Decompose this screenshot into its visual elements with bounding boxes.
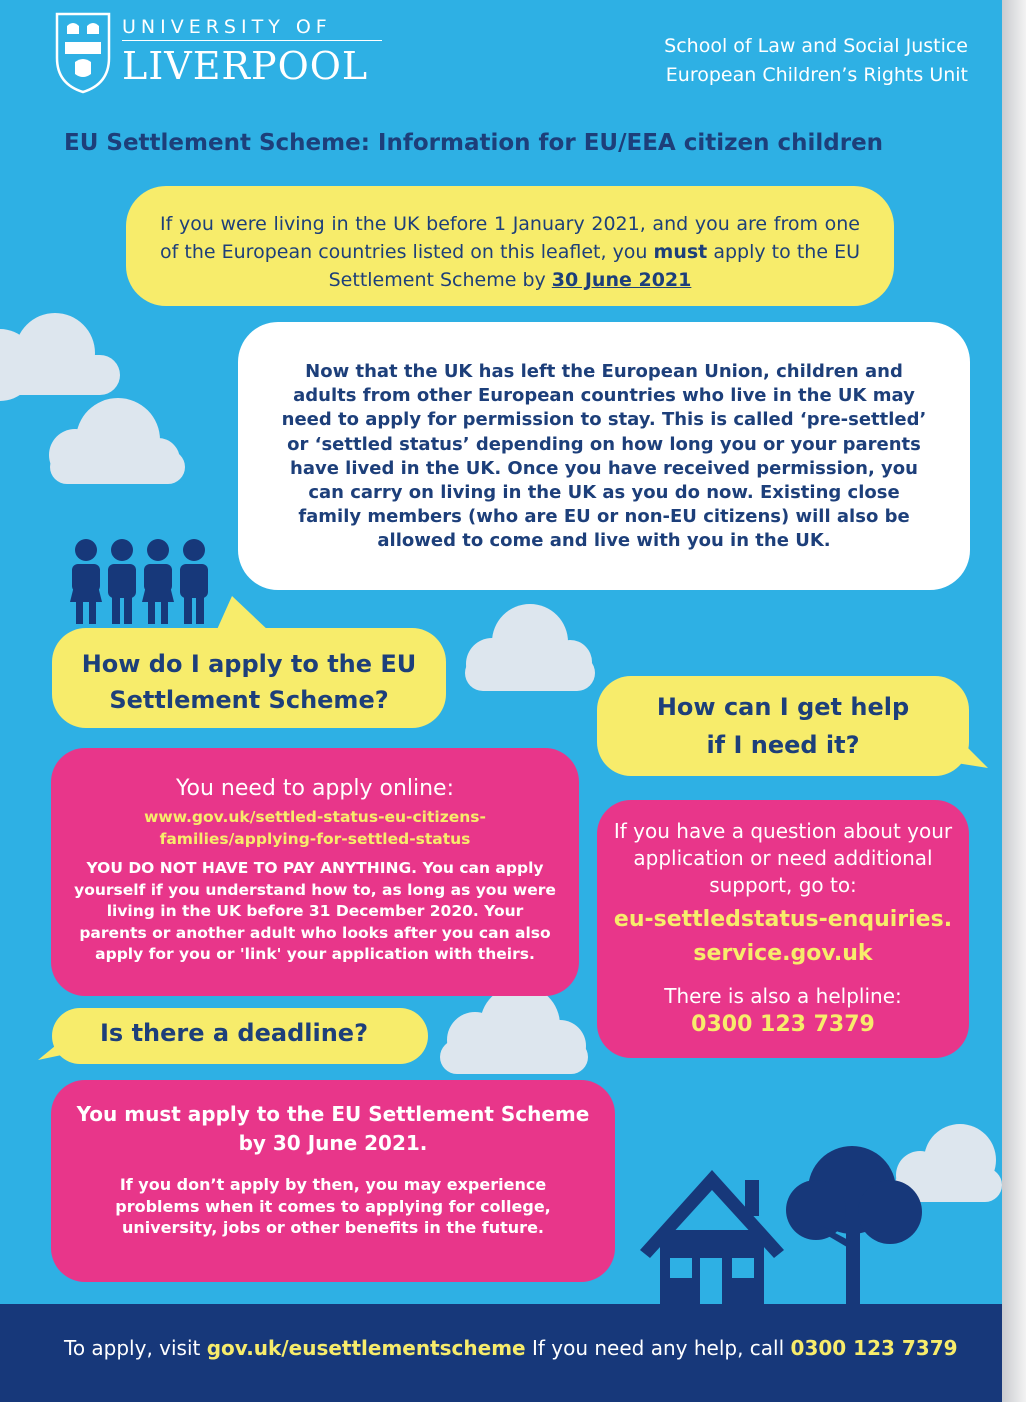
unit-name: European Children’s Rights Unit: [665, 64, 968, 86]
school-name: School of Law and Social Justice: [664, 35, 968, 57]
family-icon: [70, 539, 208, 624]
university-shield-icon: [55, 12, 111, 94]
house-icon: [640, 1170, 784, 1306]
help-link-line2[interactable]: service.gov.uk: [693, 941, 873, 966]
page-edge: [1002, 0, 1026, 1402]
helpline-number[interactable]: 0300 123 7379: [691, 1012, 875, 1037]
explanation-bubble: Now that the UK has left the European Union, children and adults from other European countries who live in the UK may need to apply for permission to stay. This is called ‘pre-settled’ or ‘settled status’ depending on how long you or your parents have lived in the UK. Once you have received permission, you can carry on living in the UK as you do now. Existing close family members (who are EU or non-EU citizens) will also be allowed to come and live with you in the UK.: [238, 322, 970, 590]
logo-university-of: UNIVERSITY OF: [122, 16, 382, 41]
apply-answer-body: YOU DO NOT HAVE TO PAY ANYTHING. You can apply yourself if you understand how to, as long as you were living in the UK before 31 December 2020. Your parents or another adult who looks after you can also apply for you or 'link' your application with theirs.: [74, 859, 556, 963]
intro-text-1: If you were living in the UK before 1 January 2021, and you are from one of the European countries listed on this leaflet, you: [160, 213, 860, 263]
page-title: EU Settlement Scheme: Information for EU/EEA citizen children: [64, 130, 884, 156]
intro-bubble: [126, 186, 894, 306]
cloud-icon: [465, 604, 595, 691]
help-link[interactable]: [607, 903, 959, 971]
intro-must: must: [653, 241, 708, 263]
help-answer-text: If you have a question about your application or need additional support, go to:: [613, 819, 953, 897]
school-info: [664, 32, 968, 90]
footer-link[interactable]: gov.uk/eusettlementscheme: [206, 1336, 526, 1360]
intro-deadline-date: 30 June 2021: [551, 269, 692, 291]
apply-answer-bubble: [51, 748, 579, 996]
apply-question-line1: How do I apply to the EU: [81, 650, 417, 678]
intro-text-2: apply to the EU Settlement Scheme by: [328, 241, 860, 291]
apply-question-bubble: [52, 628, 446, 728]
footer-bar: [0, 1304, 1002, 1402]
help-link-line1[interactable]: eu-settledstatus-enquiries.: [613, 907, 953, 932]
cloud-icon: [49, 398, 185, 484]
apply-link[interactable]: [71, 806, 559, 850]
apply-link-line1[interactable]: www.gov.uk/settled-status-eu-citizens-: [144, 808, 486, 826]
apply-question-line2: Settlement Scheme?: [109, 686, 389, 714]
footer-middle: If you need any help, call: [525, 1336, 791, 1360]
logo-liverpool: LIVERPOOL: [122, 44, 369, 88]
apply-answer-heading: You need to apply online:: [175, 776, 455, 801]
helpline-label: There is also a helpline:: [664, 984, 902, 1008]
help-answer-bubble: [597, 800, 969, 1058]
deadline-question-bubble: Is there a deadline?: [52, 1008, 428, 1064]
deadline-answer-heading: You must apply to the EU Settlement Scheme by 30 June 2021.: [76, 1102, 590, 1155]
apply-link-line2[interactable]: families/applying-for-settled-status: [159, 830, 471, 848]
deadline-answer-bubble: [51, 1080, 615, 1282]
help-question-line1: How can I get help: [656, 693, 910, 721]
footer-phone[interactable]: 0300 123 7379: [790, 1336, 958, 1360]
help-question-bubble: [597, 676, 969, 776]
cloud-icon: [440, 985, 588, 1074]
cloud-icon: [0, 313, 120, 401]
footer-text: [64, 1336, 958, 1360]
help-question-line2: if I need it?: [706, 731, 860, 759]
footer-prefix: To apply, visit: [64, 1336, 207, 1360]
deadline-answer-body: If you don’t apply by then, you may experience problems when it comes to applying for college, university, jobs or other benefits in the future.: [115, 1175, 551, 1237]
